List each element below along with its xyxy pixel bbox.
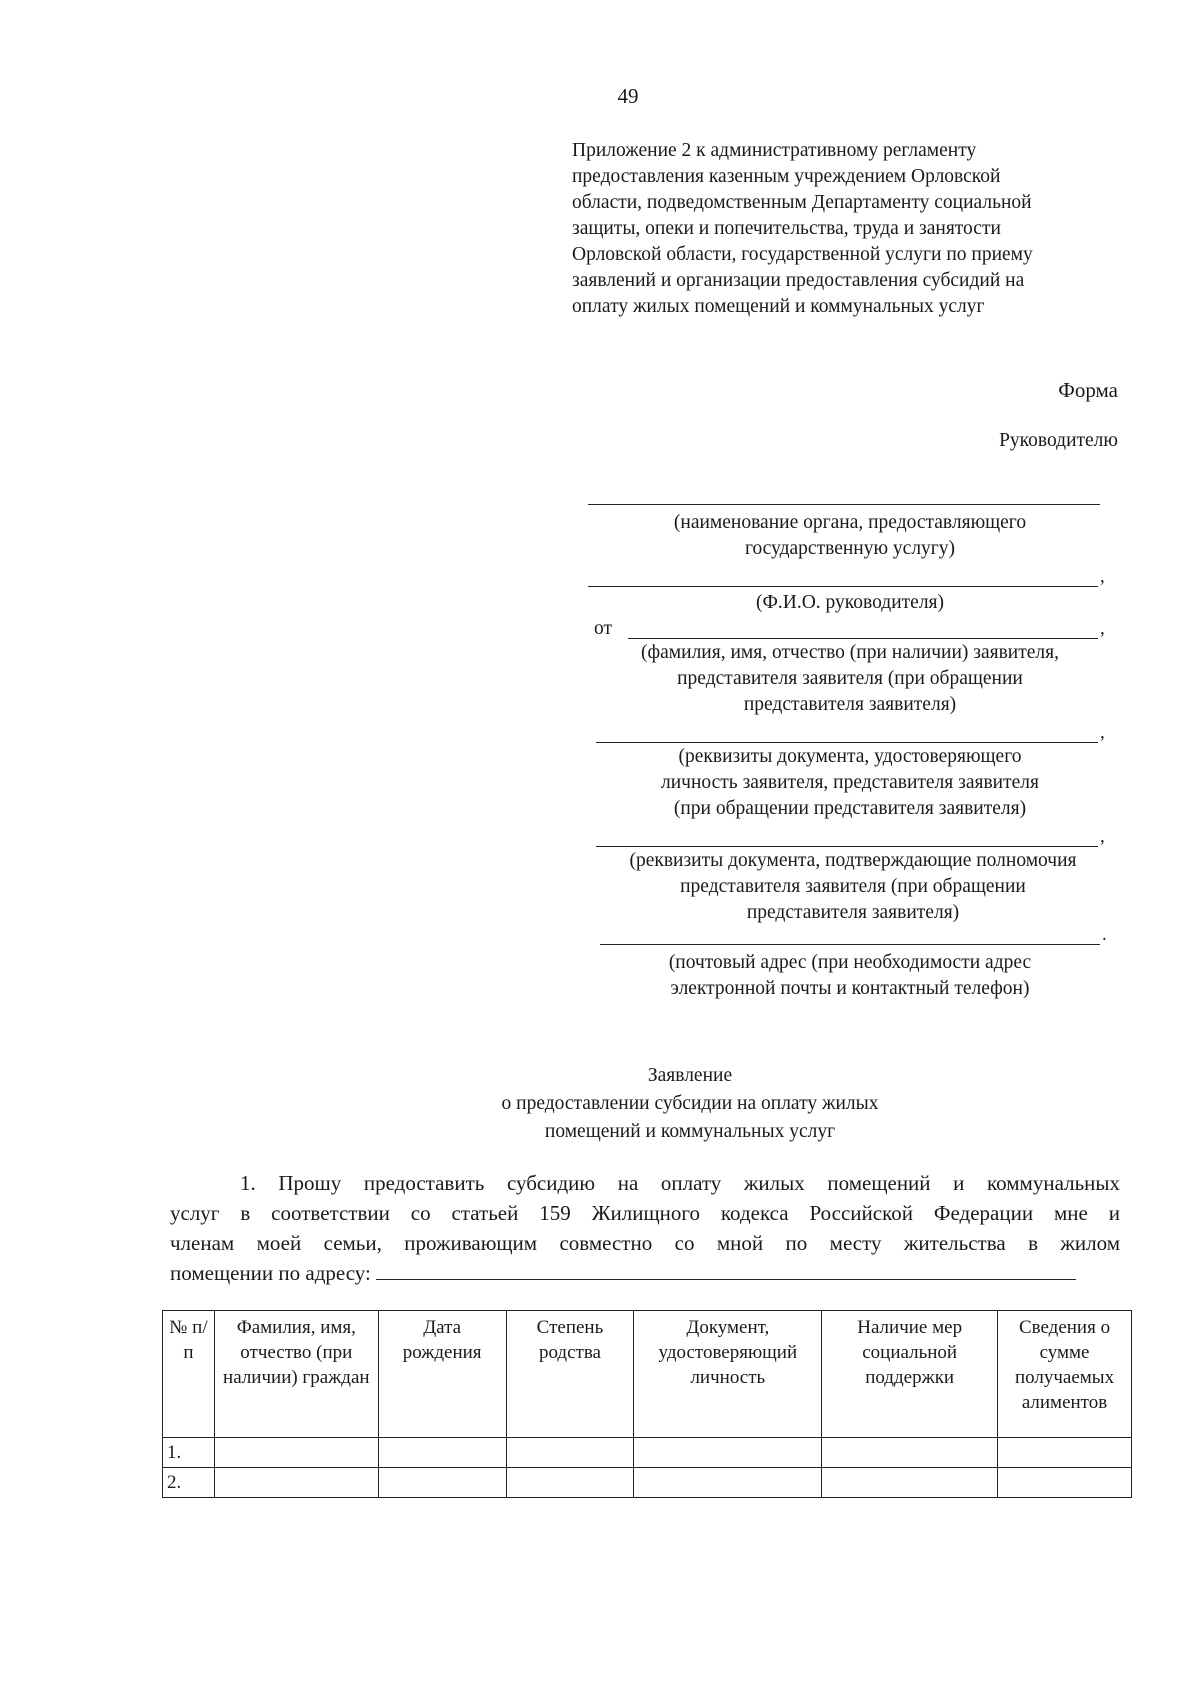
paragraph-line: членам моей семьи, проживающим совместно со мной по месту жительства в жилом xyxy=(170,1231,1120,1255)
caption-line: (почтовый адрес (при необходимости адрес xyxy=(668,952,1032,973)
caption-line: (реквизиты документа, удостоверяющего xyxy=(678,746,1022,767)
address-label: помещении по адресу: xyxy=(170,1261,371,1285)
from-label: от xyxy=(594,618,613,639)
table-cell[interactable] xyxy=(822,1468,998,1498)
table-cell[interactable] xyxy=(506,1468,634,1498)
table-cell[interactable] xyxy=(378,1438,506,1468)
appendix-line: оплату жилых помещений и коммунальных услуг xyxy=(572,296,985,317)
caption-line: представителя заявителя (при обращении xyxy=(680,876,1026,897)
paragraph-line: 1. Прошу предоставить субсидию на оплату жилых помещений и коммунальных xyxy=(240,1171,1120,1195)
applicant-caption xyxy=(580,640,1120,718)
caption-line: электронной почты и контактный телефон) xyxy=(670,978,1030,999)
appendix-line: Орловской области, государственной услуги по приему xyxy=(572,244,1033,265)
caption-line: представителя заявителя) xyxy=(746,902,960,923)
statement-title-line: о предоставлении субсидии на оплату жилых xyxy=(501,1093,879,1114)
family-members-table xyxy=(162,1310,1132,1498)
caption-line: (при обращении представителя заявителя) xyxy=(673,798,1027,819)
appendix-line: предоставления казенным учреждением Орловской xyxy=(572,166,1001,187)
comma: , xyxy=(1100,722,1105,743)
appendix-line: заявлений и организации предоставления субсидий на xyxy=(572,270,1025,291)
appendix-line: Приложение 2 к административному регламенту xyxy=(572,140,977,161)
statement-title xyxy=(0,1062,1200,1146)
caption-line: личность заявителя, представителя заявителя xyxy=(660,772,1039,793)
column-header-id-document: Документ, удостоверяющий личность xyxy=(634,1311,822,1438)
table-cell[interactable] xyxy=(378,1468,506,1498)
authority-name-line[interactable] xyxy=(588,504,1100,505)
table-cell[interactable] xyxy=(634,1438,822,1468)
table-header-row xyxy=(163,1311,1132,1438)
row-number: 1. xyxy=(163,1438,215,1468)
table-cell[interactable] xyxy=(998,1438,1132,1468)
column-header-number: № п/п xyxy=(163,1311,215,1438)
postal-address-line[interactable] xyxy=(600,944,1100,945)
head-caption: (Ф.И.О. руководителя) xyxy=(755,592,945,613)
row-number: 2. xyxy=(163,1468,215,1498)
table-cell[interactable] xyxy=(214,1468,378,1498)
comma: , xyxy=(1100,618,1105,639)
authority-caption xyxy=(580,510,1120,562)
id-document-line[interactable] xyxy=(596,742,1098,743)
form-label: Форма xyxy=(1058,378,1118,402)
appendix-note xyxy=(572,138,1112,320)
column-header-relationship: Степень родства xyxy=(506,1311,634,1438)
postal-address-caption xyxy=(580,950,1120,1002)
request-paragraph xyxy=(170,1168,1120,1288)
table-row xyxy=(163,1438,1132,1468)
caption-line: (наименование органа, предоставляющего xyxy=(673,512,1027,533)
caption-line: (реквизиты документа, подтверждающие полномочия xyxy=(629,850,1077,871)
column-header-alimony: Сведения о сумме получаемых алиментов xyxy=(998,1311,1132,1438)
table-cell[interactable] xyxy=(998,1468,1132,1498)
table-cell[interactable] xyxy=(214,1438,378,1468)
table-row xyxy=(163,1468,1132,1498)
appendix-line: защиты, опеки и попечительства, труда и занятости xyxy=(572,218,1001,239)
caption-line: (фамилия, имя, отчество (при наличии) заявителя, xyxy=(641,642,1059,663)
head-name-line[interactable] xyxy=(588,586,1098,587)
caption-line: государственную услугу) xyxy=(744,538,956,559)
period: . xyxy=(1102,924,1107,945)
table-cell[interactable] xyxy=(822,1438,998,1468)
column-header-full-name: Фамилия, имя, отчество (при наличии) граждан xyxy=(214,1311,378,1438)
authority-document-caption xyxy=(580,848,1126,926)
addressee: Руководителю xyxy=(999,430,1118,451)
statement-title-line: Заявление xyxy=(647,1065,733,1086)
appendix-line: области, подведомственным Департаменту социальной xyxy=(572,192,1032,213)
page-number: 49 xyxy=(617,84,639,108)
comma: , xyxy=(1100,826,1105,847)
paragraph-line xyxy=(170,1258,1120,1288)
table-cell[interactable] xyxy=(634,1468,822,1498)
comma: , xyxy=(1100,566,1105,587)
table-cell[interactable] xyxy=(506,1438,634,1468)
authority-document-line[interactable] xyxy=(596,846,1098,847)
column-header-birth-date: Дата рождения xyxy=(378,1311,506,1438)
applicant-name-line[interactable] xyxy=(628,638,1098,639)
caption-line: представителя заявителя (при обращении xyxy=(677,668,1023,689)
caption-line: представителя заявителя) xyxy=(743,694,957,715)
paragraph-line: услуг в соответствии со статьей 159 Жилищного кодекса Российской Федерации мне и xyxy=(170,1201,1120,1225)
address-input-line[interactable] xyxy=(376,1261,1076,1280)
statement-title-line: помещений и коммунальных услуг xyxy=(544,1121,836,1142)
column-header-social-support: Наличие мер социальной поддержки xyxy=(822,1311,998,1438)
id-document-caption xyxy=(580,744,1120,822)
